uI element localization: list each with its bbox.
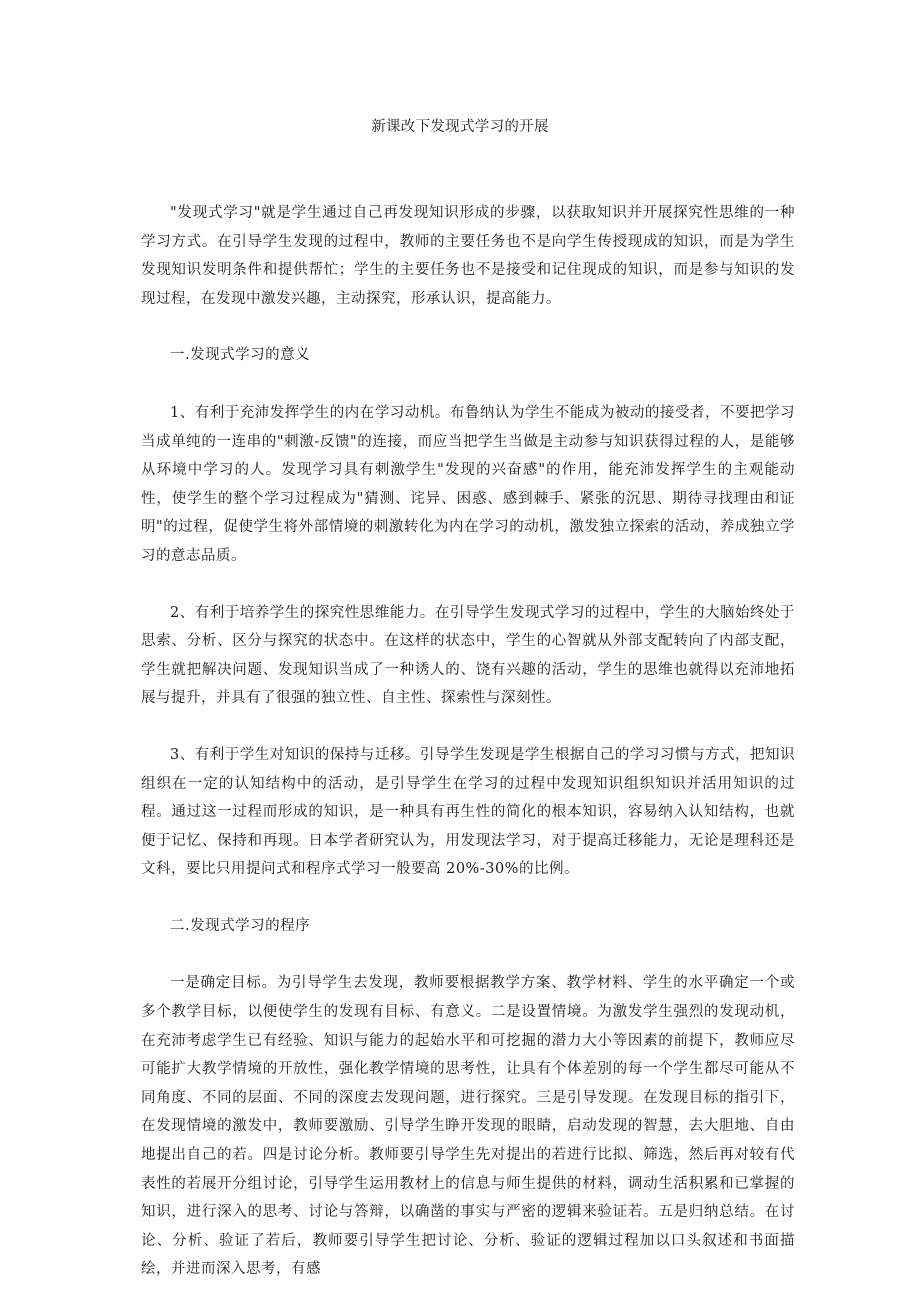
point-3-paragraph: 3、有利于学生对知识的保持与迁移。引导学生发现是学生根据自己的学习习惯与方式，把知识组织在一定的认知结构中的活动，是引导学生在学习的过程中发现知识组织知识并活用知识的过程。通过这一过程而形成的知识，是一种具有再生性的简化的根本知识，容易纳入认知结构，也就便于记忆、保持和再现。日本学者研究认为，用发现法学习，对于提高迁移能力，无论是理科还是文科，要比只用提问式和程序式学习一般要高 20%-30%的比例。: [141, 746, 795, 878]
section-heading-2: 二.发现式学习的程序: [170, 917, 311, 934]
document-body: [141, 199, 795, 1312]
point-2-paragraph: 2、有利于培养学生的探究性思维能力。在引导学生发现式学习的过程中，学生的大脑始终处于思索、分析、区分与探究的状态中。在这样的状态中，学生的心智就从外部支配转向了内部支配，学生就把解决问题、发现知识当成了一种诱人的、饶有兴趣的活动，学生的思维也就得以充沛地拓展与提升，并具有了很强的独立性、自主性、探索性与深刻性。: [141, 604, 795, 707]
intro-paragraph: "发现式学习"就是学生通过自己再发现知识形成的步骤，以获取知识并开展探究性思维的一种学习方式。在引导学生发现的过程中，教师的主要任务也不是向学生传授现成的知识，而是为学生发现知识发明条件和提供帮忙；学生的主要任务也不是接受和记住现成的知识，而是参与知识的发现过程，在发现中激发兴趣，主动探究，形承认识，提高能力。: [141, 205, 795, 307]
document-title: 新课改下发现式学习的开展: [371, 119, 549, 135]
section-heading-1: 一.发现式学习的意义: [170, 347, 311, 364]
procedure-paragraph: 一是确定目标。为引导学生去发现，教师要根据教学方案、教学材料、学生的水平确定一个或多个教学目标，以便使学生的发现有目标、有意义。二是设置情境。为激发学生强烈的发现动机，在充沛考虑学生已有经验、知识与能力的起始水平和可挖掘的潜力大小等因素的前提下，教师应尽可能扩大教学情境的开放性，强化教学情境的思考性，让具有个体差别的每一个学生都尽可能从不同角度、不同的层面、不同的深度去发现问题，进行探究。三是引导发现。在发现目标的指引下，在发现情境的激发中，教师要激励、引导学生睁开发现的眼睛，启动发现的智慧，去大胆地、自由地提出自己的若。四是讨论分析。教师要引导学生先对提出的若进行比拟、筛选，然后再对较有代表性的若展开分组讨论，引导学生运用教材上的信息与师生提供的材料，调动生活积累和已掌握的知识，进行深入的思考、讨论与答辩，以确凿的事实与严密的逻辑来验证若。五是归纳总结。在讨论、分析、验证了若后，教师要引导学生把讨论、分析、验证的逻辑过程加以口头叙述和书面描绘，并进而深入思考，有感: [141, 975, 795, 1278]
point-1-paragraph: 1、有利于充沛发挥学生的内在学习动机。布鲁纳认为学生不能成为被动的接受者，不要把学习当成单纯的一连串的"刺激-反馈"的连接，而应当把学生当做是主动参与知识获得过程的人，是能够从环境中学习的人。发现学习具有刺激学生"发现的兴奋感"的作用，能充沛发挥学生的主观能动性，使学生的整个学习过程成为"猜测、诧异、困惑、感到棘手、紧张的沉思、期待寻找理由和证明"的过程，促使学生将外部情境的刺激转化为内在学习的动机，激发独立探索的活动，养成独立学习的意志品质。: [141, 404, 795, 564]
